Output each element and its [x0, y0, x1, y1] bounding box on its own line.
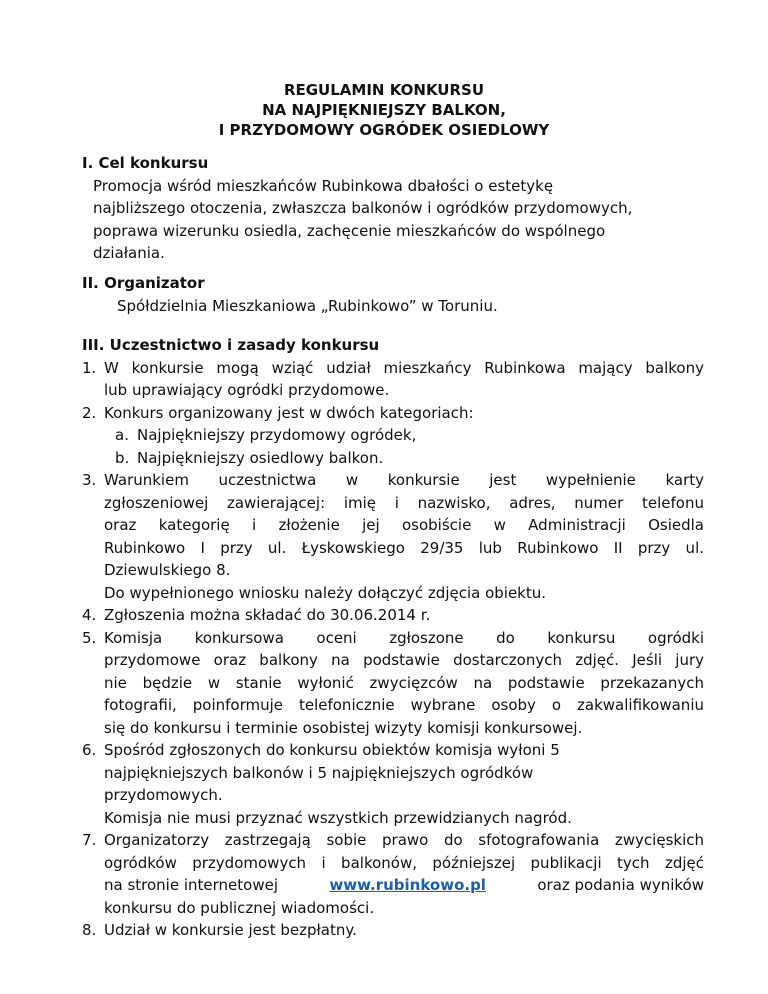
rule-number: 7. — [82, 831, 97, 849]
rule-line: zgłoszeniowej zawierającej: imię i nazwisko, adres, numer telefonu — [104, 493, 704, 512]
section-goal-text — [82, 175, 704, 265]
category-letter: b. — [115, 448, 130, 467]
rule-line-with-link — [104, 874, 704, 897]
rule-line: Do wypełnionego wniosku należy dołączyć zdjęcia obiektu. — [104, 583, 547, 602]
rule-number: 6. — [82, 741, 97, 759]
rule-line: konkursu do publicznej wiadomości. — [104, 898, 375, 917]
rule-number: 5. — [82, 628, 97, 647]
rule-line: Udział w konkursie jest bezpłatny. — [104, 921, 357, 939]
rule-line: Warunkiem uczestnictwa w konkursie jest wypełnienie karty — [104, 471, 704, 489]
rule-line: Komisja nie musi przyznać wszystkich przewidzianych nagród. — [104, 808, 572, 827]
rule-line: przydomowych. — [104, 786, 223, 804]
category-text: Najpiękniejszy osiedlowy balkon. — [137, 448, 384, 467]
rule-line: najpiękniejszych balkonów i 5 najpiękniejszych ogródków — [104, 763, 534, 782]
section-rules — [82, 334, 704, 942]
section-organizer-heading: II. Organizator — [82, 274, 205, 292]
rule-item — [82, 469, 704, 604]
rule-number: 8. — [82, 921, 97, 939]
rule-line: Organizatorzy zastrzegają sobie prawo do sfotografowania zwycięskich — [104, 831, 704, 849]
title-line-3: I PRZYDOMOWY OGRÓDEK OSIEDLOWY — [218, 121, 550, 139]
rule-line: lub uprawiający ogródki przydomowe. — [104, 381, 390, 399]
document-title — [0, 80, 768, 140]
rule-text: na stronie internetowej — [104, 876, 278, 894]
category-letter: a. — [115, 426, 129, 444]
rule-item — [82, 357, 704, 402]
rule-item — [82, 829, 704, 919]
rule-line: przydomowe oraz balkony na podstawie dostarczonych zdjęć. Jeśli jury — [104, 651, 704, 669]
rule-item — [82, 739, 704, 829]
rule-line: Zgłoszenia można składać do 30.06.2014 r. — [104, 606, 431, 624]
rule-line: ogródków przydomowych i balkonów, późniejszej publikacji tych zdjęć — [104, 853, 704, 872]
category-list — [104, 424, 704, 469]
rule-line: Rubinkowo I przy ul. Łyskowskiego 29/35 lub Rubinkowo II przy ul. — [104, 538, 704, 557]
rule-number: 3. — [82, 471, 97, 489]
rule-item — [82, 919, 704, 942]
category-item — [115, 447, 704, 470]
section-goal-line: najbliższego otoczenia, zwłaszcza balkonów i ogródków przydomowych, — [93, 199, 633, 217]
section-goal-line: poprawa wizerunku osiedla, zachęcenie mieszkańców do wspólnego — [93, 221, 606, 240]
rule-line: Spośród zgłoszonych do konkursu obiektów komisja wyłoni 5 — [104, 741, 560, 759]
rule-line: Komisja konkursowa oceni zgłoszone do konkursu ogródki — [104, 628, 704, 647]
rule-line: Konkurs organizowany jest w dwóch kategoriach: — [104, 403, 474, 422]
rule-line: się do konkursu i terminie osobistej wizyty komisji konkursowej. — [104, 718, 583, 737]
rule-number: 2. — [82, 403, 97, 422]
rule-line: W konkursie mogą wziąć udział mieszkańcy Rubinkowa mający balkony — [104, 358, 704, 377]
category-item — [115, 424, 704, 447]
section-organizer — [82, 272, 704, 317]
website-link[interactable]: www.rubinkowo.pl — [329, 876, 486, 894]
rule-item — [82, 627, 704, 740]
title-line-2: NA NAJPIĘKNIEJSZY BALKON, — [262, 101, 506, 119]
rule-line: fotografii, poinformuje telefonicznie wybrane osoby o zakwalifikowaniu — [104, 696, 704, 714]
section-goal-heading: I. Cel konkursu — [82, 154, 209, 172]
section-goal — [82, 152, 704, 265]
rule-line: Dziewulskiego 8. — [104, 561, 231, 579]
rule-item — [82, 402, 704, 470]
rule-number: 1. — [82, 358, 97, 377]
rules-list — [82, 357, 704, 942]
section-rules-heading: III. Uczestnictwo i zasady konkursu — [82, 336, 380, 354]
rule-line: nie będzie w stanie wyłonić zwycięzców na podstawie przekazanych — [104, 673, 704, 692]
rule-text: oraz podania wyników — [537, 876, 704, 894]
rule-item — [82, 604, 704, 627]
rule-number: 4. — [82, 606, 97, 624]
title-line-1: REGULAMIN KONKURSU — [283, 81, 485, 99]
section-organizer-text: Spółdzielnia Mieszkaniowa „Rubinkowo” w Toruniu. — [117, 296, 498, 315]
category-text: Najpiękniejszy przydomowy ogródek, — [137, 426, 417, 444]
rule-line: oraz kategorię i złożenie jej osobiście w Administracji Osiedla — [104, 516, 704, 534]
section-goal-line: Promocja wśród mieszkańców Rubinkowa dbałości o estetykę — [93, 176, 554, 195]
section-goal-line: działania. — [93, 244, 165, 262]
